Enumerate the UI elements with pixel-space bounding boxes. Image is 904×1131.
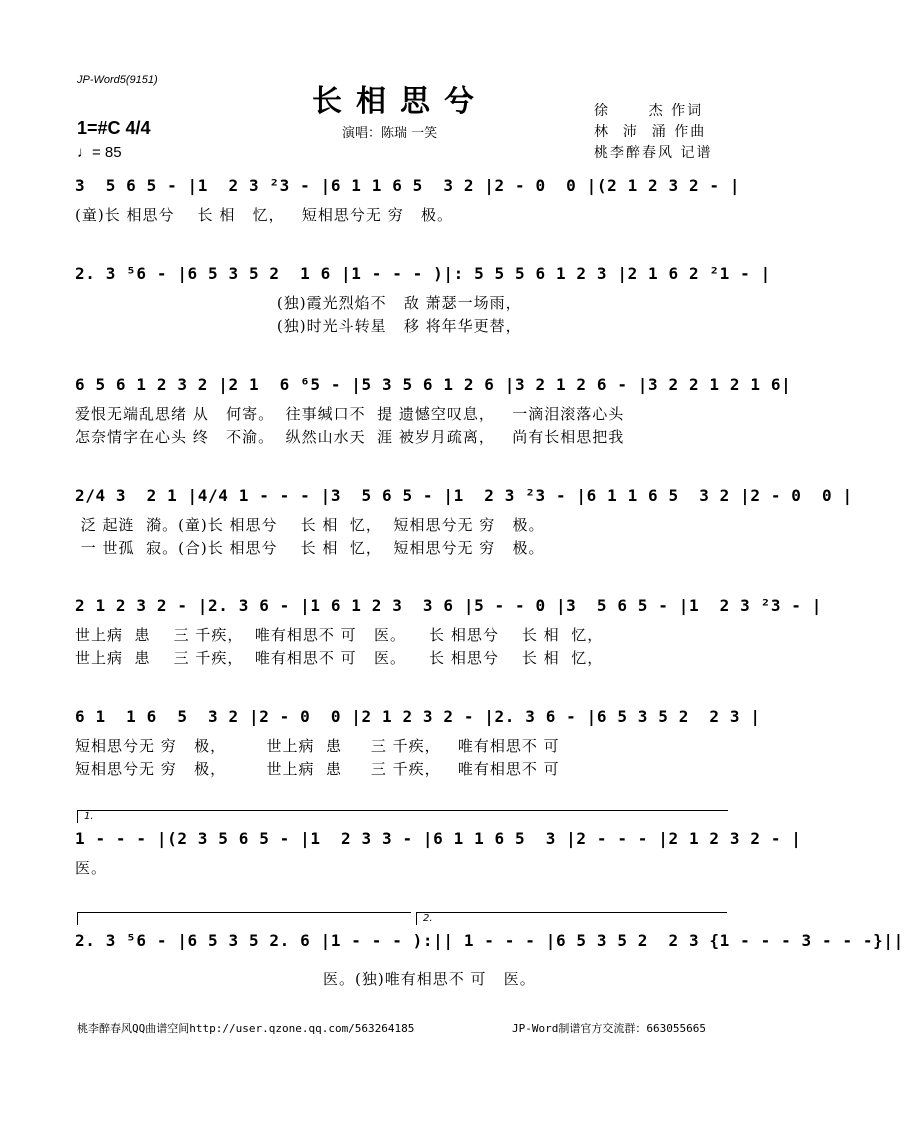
notation-row-2: 2. 3 ⁵6 - |6 5 3 5 2 1 6 |1 - - - )|: 5 5 5 6 1 2 3 |2 1 6 2 ²1 - | — [75, 264, 771, 283]
lyricist-credit: 徐 杰 作词 — [594, 103, 704, 119]
singer-credit: 演唱：陈瑞 一笑 — [342, 126, 438, 141]
notation-row-4: 2/4 3 2 1 |4/4 1 - - - |3 5 6 5 - |1 2 3 ²3 - |6 1 1 6 5 3 2 |2 - 0 0 | — [75, 486, 853, 505]
notation-row-8: 2. 3 ⁵6 - |6 5 3 5 2. 6 |1 - - - ):|| 1 - - - |6 5 3 5 2 2 3 {1 - - - 3 - - -}|| — [75, 931, 904, 950]
lyrics-row-3-verse-1: 爱恨无端乱思绪 从 何寄。 往事缄口不 提 遗憾空叹息， 一滴泪滚落心头 — [75, 405, 625, 423]
lyrics-row-2-verse-1: (独)霞光烈焰不 敌 萧瑟一场雨， — [75, 294, 522, 312]
volta-label-1: 1. — [84, 811, 94, 822]
lyrics-row-8-verse-1: 医。(独)唯有相思不 可 医。 — [75, 970, 536, 988]
lyrics-row-1-verse-1: (童)长 相思兮 长 相 忆， 短相思兮无 穷 极。 — [75, 206, 453, 224]
volta-label-2: 2. — [423, 913, 433, 924]
lyrics-row-7-verse-1: 医。 — [75, 859, 108, 877]
lyrics-row-2-verse-2: (独)时光斗转星 移 将年华更替， — [75, 317, 522, 335]
notation-row-7: 1 - - - |(2 3 5 6 5 - |1 2 3 3 - |6 1 1 6 5 3 |2 - - - |2 1 2 3 2 - | — [75, 829, 802, 848]
document-id: JP-Word5(9151) — [77, 74, 158, 86]
volta-bracket-2 — [416, 912, 727, 925]
lyrics-row-6-verse-2: 短相思兮无 穷 极， 世上病 患 三 千疾， 唯有相思不 可 — [75, 760, 560, 778]
lyrics-row-6-verse-1: 短相思兮无 穷 极， 世上病 患 三 千疾， 唯有相思不 可 — [75, 737, 560, 755]
footer-group: JP-Word制谱官方交流群：663055665 — [512, 1022, 706, 1035]
key-signature: 1=#C 4/4 — [77, 118, 151, 138]
notation-row-1: 3 5 6 5 - |1 2 3 ²3 - |6 1 1 6 5 3 2 |2 - 0 0 |(2 1 2 3 2 - | — [75, 176, 741, 195]
lyrics-row-4-verse-2: 一 世孤 寂。(合)长 相思兮 长 相 忆， 短相思兮无 穷 极。 — [75, 539, 545, 557]
notation-row-3: 6 5 6 1 2 3 2 |2 1 6 ⁶5 - |5 3 5 6 1 2 6 |3 2 1 2 6 - |3 2 2 1 2 1 6| — [75, 375, 792, 394]
tempo-marking: ♩= 85 — [77, 144, 122, 161]
notation-row-6: 6 1 1 6 5 3 2 |2 - 0 0 |2 1 2 3 2 - |2. 3 6 - |6 5 3 5 2 2 3 | — [75, 707, 761, 726]
lyrics-row-4-verse-1: 泛 起涟 漪。(童)长 相思兮 长 相 忆， 短相思兮无 穷 极。 — [75, 516, 545, 534]
lyrics-row-5-verse-1: 世上病 患 三 千疾， 唯有相思不 可 医。 长 相思兮 长 相 忆， — [75, 626, 604, 644]
composer-credit: 林 沛 涌 作曲 — [594, 124, 707, 140]
transcriber-credit: 桃李醉春风 记谱 — [594, 145, 713, 161]
volta-bracket-first — [77, 912, 411, 925]
footer-source: 桃李醉春风QQ曲谱空间http://user.qzone.qq.com/563264185 — [77, 1022, 415, 1035]
lyrics-row-3-verse-2: 怎奈情字在心头 终 不渝。 纵然山水天 涯 被岁月疏离， 尚有长相思把我 — [75, 428, 625, 446]
volta-bracket-1 — [77, 810, 728, 823]
song-title: 长相思兮 — [312, 84, 488, 119]
notation-row-5: 2 1 2 3 2 - |2. 3 6 - |1 6 1 2 3 3 6 |5 - - 0 |3 5 6 5 - |1 2 3 ²3 - | — [75, 596, 822, 615]
lyrics-row-5-verse-2: 世上病 患 三 千疾， 唯有相思不 可 医。 长 相思兮 长 相 忆， — [75, 649, 604, 667]
